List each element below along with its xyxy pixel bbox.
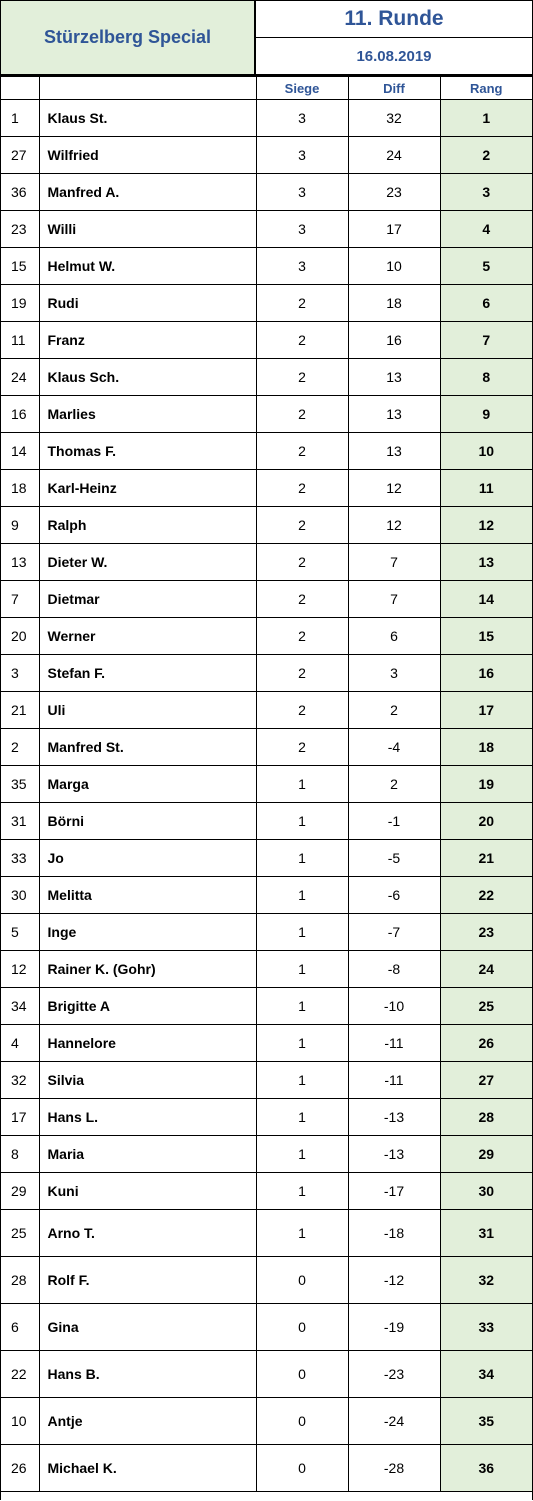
player-number: 18 [1, 470, 39, 507]
diff-value: -28 [348, 1445, 440, 1492]
sheet-header [1, 1, 532, 76]
rank-value: 10 [440, 433, 532, 470]
table-row [1, 1398, 532, 1445]
table-row [1, 1025, 532, 1062]
wins-value: 2 [256, 692, 348, 729]
player-name: Dietmar [39, 581, 256, 618]
table-row [1, 692, 532, 729]
rank-value: 28 [440, 1099, 532, 1136]
diff-value: 32 [348, 100, 440, 137]
wins-value: 3 [256, 211, 348, 248]
player-number: 6 [1, 1304, 39, 1351]
player-number: 7 [1, 581, 39, 618]
table-row [1, 877, 532, 914]
player-name: Kuni [39, 1173, 256, 1210]
rank-value: 3 [440, 174, 532, 211]
player-name: Karl-Heinz [39, 470, 256, 507]
player-name: Ralph [39, 507, 256, 544]
table-row [1, 1445, 532, 1492]
diff-value: -1 [348, 803, 440, 840]
player-number: 1 [1, 100, 39, 137]
column-header-nr [1, 77, 39, 100]
player-number: 13 [1, 544, 39, 581]
wins-value: 3 [256, 248, 348, 285]
player-name: Marlies [39, 396, 256, 433]
table-row [1, 618, 532, 655]
rank-value: 8 [440, 359, 532, 396]
player-name: Franz [39, 322, 256, 359]
player-name: Manfred St. [39, 729, 256, 766]
table-row [1, 322, 532, 359]
diff-value: -8 [348, 951, 440, 988]
player-name: Hans L. [39, 1099, 256, 1136]
wins-value: 1 [256, 840, 348, 877]
rank-value: 25 [440, 988, 532, 1025]
player-name: Marga [39, 766, 256, 803]
wins-value: 2 [256, 359, 348, 396]
diff-value: -18 [348, 1210, 440, 1257]
table-row [1, 359, 532, 396]
diff-value: 13 [348, 396, 440, 433]
ranking-table [1, 76, 532, 1492]
player-name: Uli [39, 692, 256, 729]
wins-value: 1 [256, 988, 348, 1025]
player-name: Brigitte A [39, 988, 256, 1025]
player-number: 12 [1, 951, 39, 988]
player-name: Klaus St. [39, 100, 256, 137]
round-date: 16.08.2019 [356, 47, 432, 65]
wins-value: 2 [256, 581, 348, 618]
player-name: Silvia [39, 1062, 256, 1099]
player-number: 23 [1, 211, 39, 248]
table-row [1, 1062, 532, 1099]
diff-value: 17 [348, 211, 440, 248]
diff-value: -17 [348, 1173, 440, 1210]
wins-value: 0 [256, 1257, 348, 1304]
table-row [1, 396, 532, 433]
wins-value: 0 [256, 1445, 348, 1492]
rank-value: 1 [440, 100, 532, 137]
round-info [256, 1, 532, 74]
player-number: 14 [1, 433, 39, 470]
wins-value: 1 [256, 1173, 348, 1210]
diff-value: 3 [348, 655, 440, 692]
player-number: 17 [1, 1099, 39, 1136]
player-name: Jo [39, 840, 256, 877]
player-name: Stefan F. [39, 655, 256, 692]
player-number: 8 [1, 1136, 39, 1173]
rank-value: 17 [440, 692, 532, 729]
rank-value: 20 [440, 803, 532, 840]
diff-value: 13 [348, 433, 440, 470]
diff-value: -13 [348, 1136, 440, 1173]
table-row [1, 729, 532, 766]
player-name: Arno T. [39, 1210, 256, 1257]
wins-value: 2 [256, 618, 348, 655]
player-name: Hannelore [39, 1025, 256, 1062]
player-number: 30 [1, 877, 39, 914]
player-number: 10 [1, 1398, 39, 1445]
wins-value: 2 [256, 322, 348, 359]
player-name: Thomas F. [39, 433, 256, 470]
table-row [1, 211, 532, 248]
rank-value: 36 [440, 1445, 532, 1492]
rank-value: 18 [440, 729, 532, 766]
player-number: 36 [1, 174, 39, 211]
player-name: Hans B. [39, 1351, 256, 1398]
table-row [1, 655, 532, 692]
diff-value: 23 [348, 174, 440, 211]
diff-value: -19 [348, 1304, 440, 1351]
rank-value: 7 [440, 322, 532, 359]
rank-value: 9 [440, 396, 532, 433]
rank-value: 11 [440, 470, 532, 507]
player-name: Rolf F. [39, 1257, 256, 1304]
diff-value: 2 [348, 766, 440, 803]
player-name: Helmut W. [39, 248, 256, 285]
diff-value: 24 [348, 137, 440, 174]
diff-value: -7 [348, 914, 440, 951]
diff-value: 12 [348, 507, 440, 544]
player-name: Rainer K. (Gohr) [39, 951, 256, 988]
diff-value: -11 [348, 1025, 440, 1062]
table-row [1, 914, 532, 951]
rank-value: 21 [440, 840, 532, 877]
wins-value: 2 [256, 433, 348, 470]
wins-value: 2 [256, 285, 348, 322]
column-header-name [39, 77, 256, 100]
rank-value: 27 [440, 1062, 532, 1099]
wins-value: 1 [256, 914, 348, 951]
rank-value: 23 [440, 914, 532, 951]
wins-value: 1 [256, 766, 348, 803]
rank-value: 34 [440, 1351, 532, 1398]
player-number: 25 [1, 1210, 39, 1257]
wins-value: 0 [256, 1351, 348, 1398]
sheet-title: Stürzelberg Special [1, 1, 256, 74]
player-number: 26 [1, 1445, 39, 1492]
table-row [1, 285, 532, 322]
column-header-diff: Diff [348, 77, 440, 100]
diff-value: 13 [348, 359, 440, 396]
table-row [1, 840, 532, 877]
wins-value: 1 [256, 1099, 348, 1136]
diff-value: -5 [348, 840, 440, 877]
diff-value: -24 [348, 1398, 440, 1445]
player-name: Inge [39, 914, 256, 951]
column-header-row [1, 77, 532, 100]
diff-value: -4 [348, 729, 440, 766]
wins-value: 2 [256, 396, 348, 433]
table-row [1, 248, 532, 285]
diff-value: -13 [348, 1099, 440, 1136]
rank-value: 31 [440, 1210, 532, 1257]
rank-value: 30 [440, 1173, 532, 1210]
wins-value: 0 [256, 1398, 348, 1445]
table-row [1, 766, 532, 803]
diff-value: 7 [348, 544, 440, 581]
diff-value: -6 [348, 877, 440, 914]
table-row [1, 1351, 532, 1398]
diff-value: 7 [348, 581, 440, 618]
table-row [1, 174, 532, 211]
column-header-rang: Rang [440, 77, 532, 100]
player-number: 31 [1, 803, 39, 840]
player-number: 33 [1, 840, 39, 877]
player-number: 24 [1, 359, 39, 396]
player-name: Maria [39, 1136, 256, 1173]
diff-value: 10 [348, 248, 440, 285]
player-number: 9 [1, 507, 39, 544]
table-row [1, 1304, 532, 1351]
table-row [1, 470, 532, 507]
player-number: 16 [1, 396, 39, 433]
rank-value: 24 [440, 951, 532, 988]
player-name: Melitta [39, 877, 256, 914]
player-number: 32 [1, 1062, 39, 1099]
wins-value: 2 [256, 729, 348, 766]
wins-value: 1 [256, 877, 348, 914]
player-number: 35 [1, 766, 39, 803]
table-row [1, 1173, 532, 1210]
wins-value: 2 [256, 655, 348, 692]
player-number: 20 [1, 618, 39, 655]
player-number: 5 [1, 914, 39, 951]
rank-value: 13 [440, 544, 532, 581]
table-row [1, 1257, 532, 1304]
diff-value: 16 [348, 322, 440, 359]
table-row [1, 1210, 532, 1257]
player-number: 19 [1, 285, 39, 322]
player-number: 28 [1, 1257, 39, 1304]
wins-value: 1 [256, 951, 348, 988]
player-name: Antje [39, 1398, 256, 1445]
diff-value: -10 [348, 988, 440, 1025]
player-number: 29 [1, 1173, 39, 1210]
diff-value: 18 [348, 285, 440, 322]
player-number: 21 [1, 692, 39, 729]
diff-value: -12 [348, 1257, 440, 1304]
player-name: Klaus Sch. [39, 359, 256, 396]
table-row [1, 433, 532, 470]
player-number: 27 [1, 137, 39, 174]
table-row [1, 581, 532, 618]
player-name: Rudi [39, 285, 256, 322]
player-number: 15 [1, 248, 39, 285]
rank-value: 5 [440, 248, 532, 285]
rank-value: 26 [440, 1025, 532, 1062]
rank-value: 12 [440, 507, 532, 544]
rank-value: 4 [440, 211, 532, 248]
diff-value: -11 [348, 1062, 440, 1099]
wins-value: 3 [256, 100, 348, 137]
diff-value: 2 [348, 692, 440, 729]
table-row [1, 803, 532, 840]
wins-value: 1 [256, 1062, 348, 1099]
rank-value: 15 [440, 618, 532, 655]
wins-value: 3 [256, 137, 348, 174]
rank-value: 33 [440, 1304, 532, 1351]
diff-value: 6 [348, 618, 440, 655]
wins-value: 2 [256, 544, 348, 581]
rank-value: 29 [440, 1136, 532, 1173]
round-label: 11. Runde [256, 1, 532, 38]
table-row [1, 951, 532, 988]
wins-value: 0 [256, 1304, 348, 1351]
table-row [1, 1099, 532, 1136]
column-header-siege: Siege [256, 77, 348, 100]
wins-value: 3 [256, 174, 348, 211]
rank-value: 19 [440, 766, 532, 803]
player-name: Börni [39, 803, 256, 840]
player-name: Michael K. [39, 1445, 256, 1492]
player-name: Manfred A. [39, 174, 256, 211]
player-name: Dieter W. [39, 544, 256, 581]
rank-value: 6 [440, 285, 532, 322]
table-row [1, 1136, 532, 1173]
wins-value: 1 [256, 1025, 348, 1062]
wins-value: 1 [256, 803, 348, 840]
rank-value: 22 [440, 877, 532, 914]
player-number: 4 [1, 1025, 39, 1062]
diff-value: 12 [348, 470, 440, 507]
player-number: 22 [1, 1351, 39, 1398]
rank-value: 35 [440, 1398, 532, 1445]
wins-value: 2 [256, 507, 348, 544]
player-number: 11 [1, 322, 39, 359]
table-row [1, 100, 532, 137]
player-number: 3 [1, 655, 39, 692]
player-number: 2 [1, 729, 39, 766]
table-row [1, 988, 532, 1025]
table-row [1, 544, 532, 581]
wins-value: 1 [256, 1210, 348, 1257]
player-name: Wilfried [39, 137, 256, 174]
table-row [1, 507, 532, 544]
player-number: 34 [1, 988, 39, 1025]
player-name: Gina [39, 1304, 256, 1351]
rank-value: 32 [440, 1257, 532, 1304]
diff-value: -23 [348, 1351, 440, 1398]
wins-value: 2 [256, 470, 348, 507]
player-name: Werner [39, 618, 256, 655]
rank-value: 2 [440, 137, 532, 174]
rank-value: 14 [440, 581, 532, 618]
player-name: Willi [39, 211, 256, 248]
wins-value: 1 [256, 1136, 348, 1173]
table-row [1, 137, 532, 174]
rank-value: 16 [440, 655, 532, 692]
